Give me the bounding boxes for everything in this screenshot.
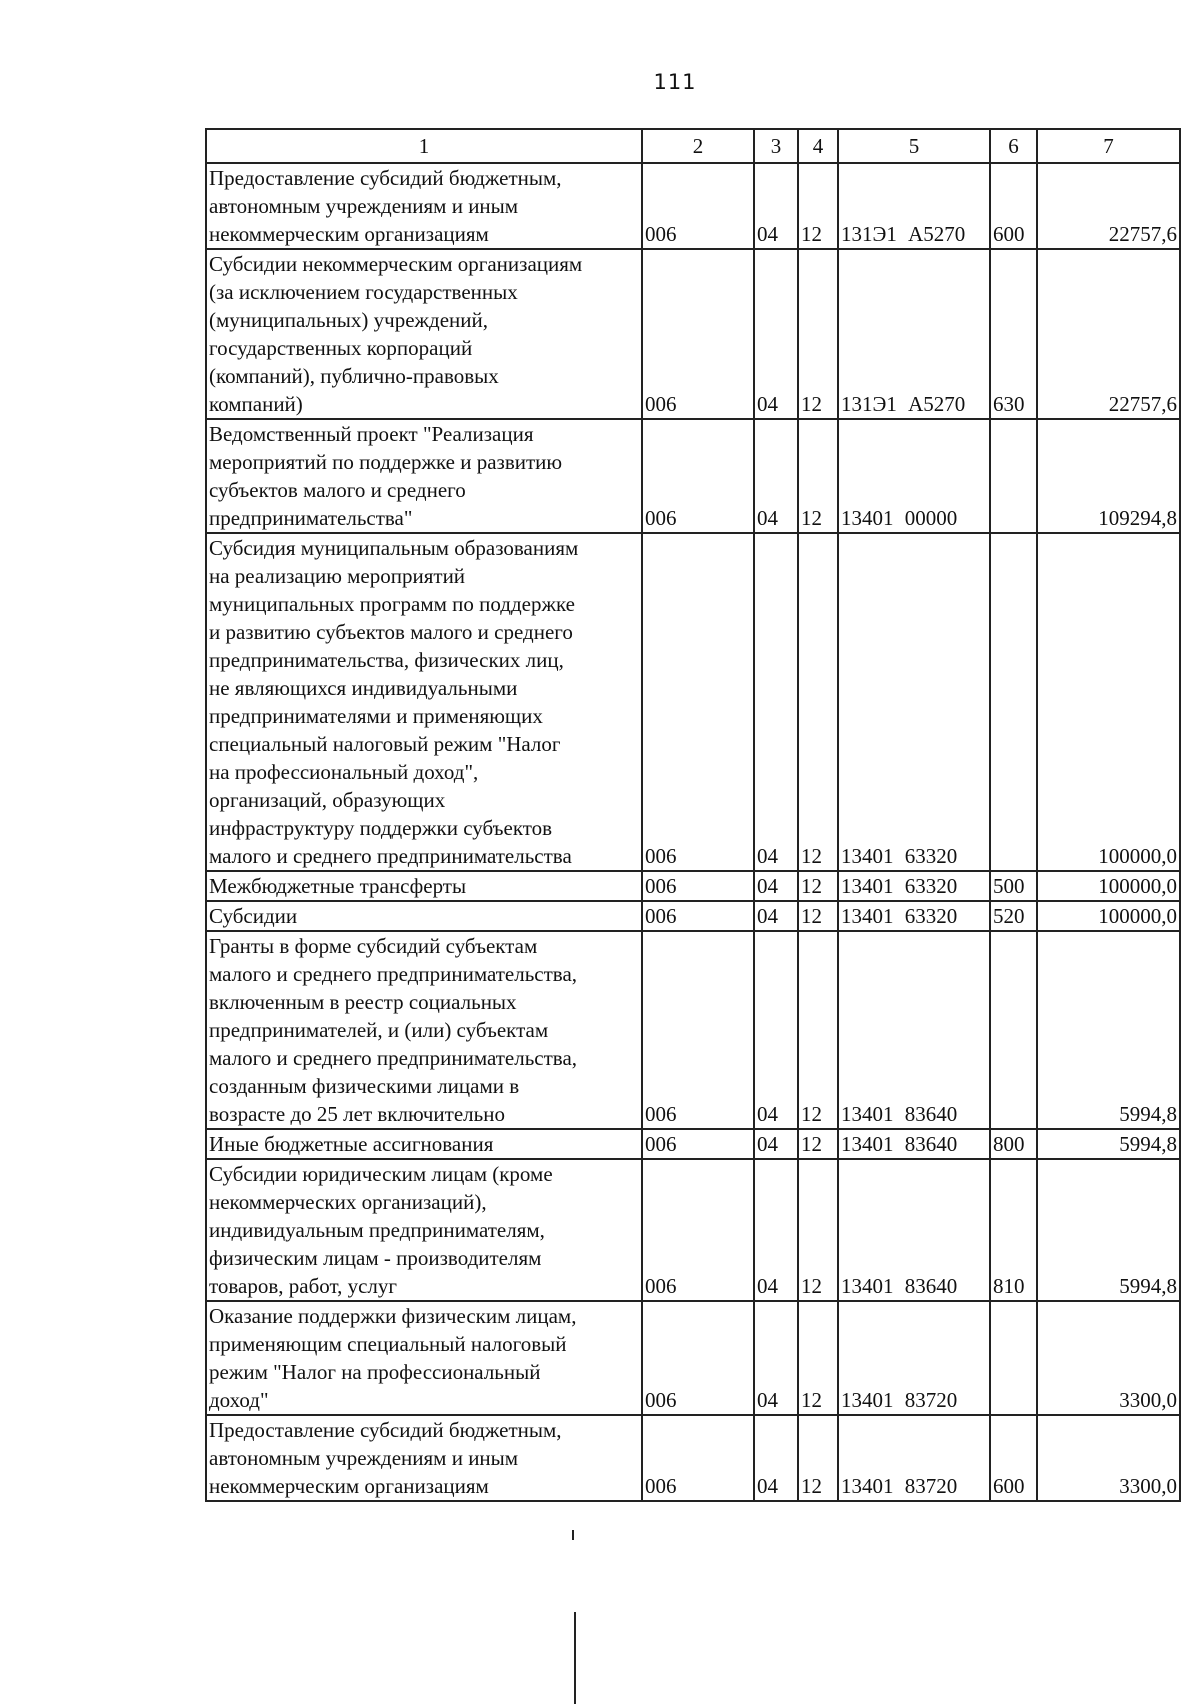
subsection-code-cell: 12 — [798, 419, 838, 533]
target-article-cell: 13401 83720 — [838, 1301, 990, 1415]
header-cell-4: 4 — [798, 129, 838, 163]
row-name-line: предпринимателями и применяющих — [209, 704, 543, 728]
ministry-code-cell: 006 — [642, 871, 754, 901]
row-name-line: инфраструктуру поддержки субъектов — [209, 816, 553, 840]
row-name-line: Субсидии некоммерческим организациям — [209, 252, 583, 276]
row-name-line: применяющим специальный налоговый — [209, 1332, 567, 1356]
row-name-line: муниципальных программ по поддержке — [209, 592, 575, 616]
table-row — [206, 1159, 1180, 1301]
expense-type-cell: 600 — [990, 163, 1037, 249]
subsection-code-cell: 12 — [798, 1129, 838, 1159]
expense-type-cell — [990, 931, 1037, 1129]
row-name-line: возрасте до 25 лет включительно — [209, 1102, 505, 1126]
row-name-cell — [206, 1415, 642, 1501]
subsection-code-cell: 12 — [798, 901, 838, 931]
subsection-code-cell: 12 — [798, 163, 838, 249]
row-name-line: автономным учреждениям и иным — [209, 1446, 519, 1470]
target-article-cell: 13401 83720 — [838, 1415, 990, 1501]
row-name-line: на профессиональный доход", — [209, 760, 479, 784]
section-code-cell: 04 — [754, 931, 798, 1129]
row-name-cell — [206, 1159, 642, 1301]
amount-cell: 109294,8 — [1037, 419, 1180, 533]
expense-type-cell — [990, 1301, 1037, 1415]
amount-cell: 22757,6 — [1037, 163, 1180, 249]
section-code-cell: 04 — [754, 1301, 798, 1415]
amount-cell: 100000,0 — [1037, 901, 1180, 931]
row-name-line: некоммерческим организациям — [209, 1474, 489, 1498]
row-name-line: малого и среднего предпринимательства — [209, 844, 572, 868]
table-row — [206, 1129, 1180, 1159]
table-row — [206, 163, 1180, 249]
row-name-cell — [206, 871, 642, 901]
table-row — [206, 901, 1180, 931]
row-name-line: Гранты в форме субсидий субъектам — [209, 934, 538, 958]
header-cell-3: 3 — [754, 129, 798, 163]
row-name-line: Иные бюджетные ассигнования — [209, 1132, 494, 1156]
header-cell-6: 6 — [990, 129, 1037, 163]
table-row — [206, 1301, 1180, 1415]
row-name-line: автономным учреждениям и иным — [209, 194, 519, 218]
table-row — [206, 249, 1180, 419]
row-name-cell — [206, 419, 642, 533]
table-row — [206, 1415, 1180, 1501]
target-article-cell: 13401 63320 — [838, 533, 990, 871]
ministry-code-cell: 006 — [642, 419, 754, 533]
subsection-code-cell: 12 — [798, 249, 838, 419]
row-name-line: Субсидии — [209, 904, 298, 928]
row-name-line: Ведомственный проект "Реализация — [209, 422, 534, 446]
expense-type-cell: 520 — [990, 901, 1037, 931]
row-name-line: не являющихся индивидуальными — [209, 676, 518, 700]
row-name-line: мероприятий по поддержке и развитию — [209, 450, 563, 474]
subsection-code-cell: 12 — [798, 871, 838, 901]
target-article-cell: 13401 83640 — [838, 1159, 990, 1301]
amount-cell: 5994,8 — [1037, 931, 1180, 1129]
expense-type-cell: 630 — [990, 249, 1037, 419]
expense-type-cell: 800 — [990, 1129, 1037, 1159]
ministry-code-cell: 006 — [642, 533, 754, 871]
amount-cell: 5994,8 — [1037, 1159, 1180, 1301]
header-cell-5: 5 — [838, 129, 990, 163]
table-body — [206, 129, 1180, 1501]
amount-cell: 3300,0 — [1037, 1415, 1180, 1501]
row-name-line: предпринимательства" — [209, 506, 413, 530]
row-name-cell — [206, 901, 642, 931]
row-name-line: некоммерческих организаций), — [209, 1190, 487, 1214]
row-name-line: товаров, работ, услуг — [209, 1274, 398, 1298]
amount-cell: 22757,6 — [1037, 249, 1180, 419]
target-article-cell: 13401 63320 — [838, 901, 990, 931]
row-name-line: предпринимателей, и (или) субъектам — [209, 1018, 549, 1042]
expense-type-cell — [990, 533, 1037, 871]
scan-mark-line — [574, 1612, 576, 1704]
subsection-code-cell: 12 — [798, 1159, 838, 1301]
section-code-cell: 04 — [754, 249, 798, 419]
table-row — [206, 533, 1180, 871]
ministry-code-cell: 006 — [642, 163, 754, 249]
table-header-row — [206, 129, 1180, 163]
amount-cell: 3300,0 — [1037, 1301, 1180, 1415]
ministry-code-cell: 006 — [642, 1129, 754, 1159]
row-name-line: малого и среднего предпринимательства, — [209, 1046, 578, 1070]
row-name-line: Субсидия муниципальным образованиям — [209, 536, 579, 560]
row-name-line: Предоставление субсидий бюджетным, — [209, 166, 562, 190]
section-code-cell: 04 — [754, 901, 798, 931]
row-name-line: на реализацию мероприятий — [209, 564, 466, 588]
ministry-code-cell: 006 — [642, 931, 754, 1129]
row-name-cell — [206, 1129, 642, 1159]
ministry-code-cell: 006 — [642, 1301, 754, 1415]
target-article-cell: 13401 83640 — [838, 1129, 990, 1159]
target-article-cell: 13401 83640 — [838, 931, 990, 1129]
row-name-line: некоммерческим организациям — [209, 222, 489, 246]
header-cell-1: 1 — [206, 129, 642, 163]
budget-table — [205, 128, 1181, 1502]
row-name-line: Оказание поддержки физическим лицам, — [209, 1304, 577, 1328]
row-name-cell — [206, 1301, 642, 1415]
header-cell-7: 7 — [1037, 129, 1180, 163]
subsection-code-cell: 12 — [798, 1301, 838, 1415]
table-row — [206, 931, 1180, 1129]
section-code-cell: 04 — [754, 419, 798, 533]
expense-type-cell: 810 — [990, 1159, 1037, 1301]
expense-type-cell: 600 — [990, 1415, 1037, 1501]
subsection-code-cell: 12 — [798, 533, 838, 871]
row-name-line: субъектов малого и среднего — [209, 478, 466, 502]
row-name-line: включенным в реестр социальных — [209, 990, 517, 1014]
table-row — [206, 419, 1180, 533]
page-number: 111 — [653, 70, 697, 94]
row-name-line: (компаний), публично-правовых — [209, 364, 499, 388]
section-code-cell: 04 — [754, 163, 798, 249]
section-code-cell: 04 — [754, 1129, 798, 1159]
amount-cell: 5994,8 — [1037, 1129, 1180, 1159]
target-article-cell: 13401 63320 — [838, 871, 990, 901]
row-name-line: доход" — [209, 1388, 269, 1412]
row-name-line: компаний) — [209, 392, 303, 416]
row-name-line: физическим лицам - производителям — [209, 1246, 542, 1270]
ministry-code-cell: 006 — [642, 901, 754, 931]
row-name-line: Межбюджетные трансферты — [209, 874, 467, 898]
expense-type-cell: 500 — [990, 871, 1037, 901]
target-article-cell: 13401 00000 — [838, 419, 990, 533]
target-article-cell: 131Э1 A5270 — [838, 249, 990, 419]
ministry-code-cell: 006 — [642, 249, 754, 419]
row-name-line: режим "Налог на профессиональный — [209, 1360, 541, 1384]
expense-type-cell — [990, 419, 1037, 533]
table-row — [206, 871, 1180, 901]
ministry-code-cell: 006 — [642, 1159, 754, 1301]
section-code-cell: 04 — [754, 533, 798, 871]
header-cell-2: 2 — [642, 129, 754, 163]
row-name-line: организаций, образующих — [209, 788, 446, 812]
row-name-line: государственных корпораций — [209, 336, 473, 360]
row-name-line: предпринимательства, физических лиц, — [209, 648, 564, 672]
row-name-cell — [206, 931, 642, 1129]
section-code-cell: 04 — [754, 1159, 798, 1301]
row-name-cell — [206, 249, 642, 419]
row-name-line: Предоставление субсидий бюджетным, — [209, 1418, 562, 1442]
row-name-cell — [206, 533, 642, 871]
target-article-cell: 131Э1 A5270 — [838, 163, 990, 249]
row-name-line: малого и среднего предпринимательства, — [209, 962, 578, 986]
row-name-cell — [206, 163, 642, 249]
row-name-line: созданным физическими лицами в — [209, 1074, 520, 1098]
subsection-code-cell: 12 — [798, 931, 838, 1129]
row-name-line: и развитию субъектов малого и среднего — [209, 620, 573, 644]
subsection-code-cell: 12 — [798, 1415, 838, 1501]
row-name-line: индивидуальным предпринимателям, — [209, 1218, 545, 1242]
scan-mark-dot — [572, 1530, 574, 1540]
section-code-cell: 04 — [754, 1415, 798, 1501]
row-name-line: специальный налоговый режим "Налог — [209, 732, 561, 756]
ministry-code-cell: 006 — [642, 1415, 754, 1501]
row-name-line: (за исключением государственных — [209, 280, 518, 304]
section-code-cell: 04 — [754, 871, 798, 901]
row-name-line: (муниципальных) учреждений, — [209, 308, 488, 332]
row-name-line: Субсидии юридическим лицам (кроме — [209, 1162, 553, 1186]
amount-cell: 100000,0 — [1037, 871, 1180, 901]
amount-cell: 100000,0 — [1037, 533, 1180, 871]
